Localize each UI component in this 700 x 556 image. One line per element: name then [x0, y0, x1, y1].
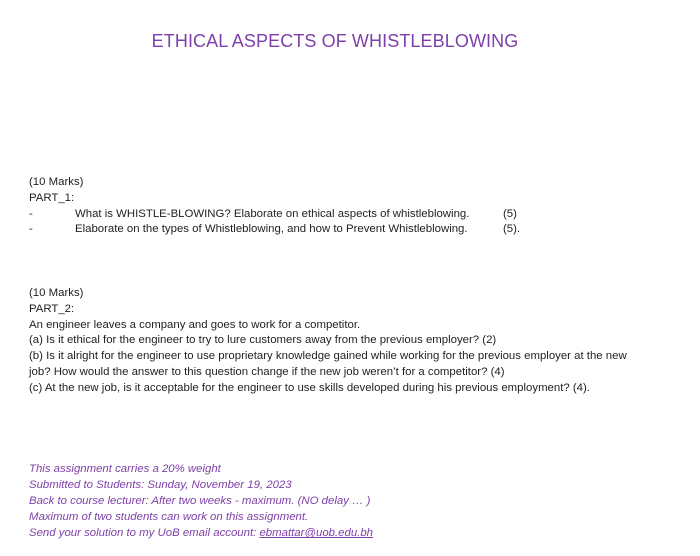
part1-item-marks: (5) — [503, 207, 517, 220]
footer-deadline: Back to course lecturer: After two weeks - maximum. (NO delay … ) — [29, 495, 371, 508]
footer-submitted: Submitted to Students: Sunday, November 19, 2023 — [29, 479, 292, 492]
part2-question-b: (b) Is it alright for the engineer to use proprietary knowledge gained while working for the previous employer at the new job? How would the answer to this question change if the new job weren’t for a competitor? (4) — [29, 350, 627, 378]
part2-question-a: (a) Is it ethical for the engineer to try to lure customers away from the previous employer? (2) — [29, 334, 497, 347]
footer-send-line — [29, 525, 669, 541]
page-title: ETHICAL ASPECTS OF WHISTLEBLOWING — [151, 31, 519, 51]
part1-item-marks: (5). — [503, 223, 521, 236]
footer-send-text: Send your solution to my UoB email account: — [29, 527, 260, 540]
part1-item-text: What is WHISTLE-BLOWING? Elaborate on ethical aspects of whistleblowing. — [75, 207, 470, 220]
part2-section — [29, 286, 669, 397]
part1-item-text: Elaborate on the types of Whistleblowing, and how to Prevent Whistleblowing. — [75, 223, 468, 236]
part1-section — [29, 175, 669, 238]
footer-group-size: Maximum of two students can work on this assignment. — [29, 511, 309, 524]
part2-intro: An engineer leaves a company and goes to work for a competitor. — [29, 318, 361, 331]
part1-marks: (10 Marks) — [29, 176, 84, 188]
part2-marks: (10 Marks) — [29, 287, 84, 299]
bullet-dash: - — [29, 207, 33, 220]
part2-heading: PART_2: — [29, 302, 75, 315]
footer-weight: This assignment carries a 20% weight — [29, 463, 221, 475]
assignment-footer — [29, 461, 669, 541]
part2-question-c: (c) At the new job, is it acceptable for the engineer to use skills developed during his previous employment? (4). — [29, 381, 590, 394]
part1-item — [29, 222, 669, 238]
part1-heading: PART_1: — [29, 191, 75, 204]
email-link[interactable]: ebmattar@uob.edu.bh — [259, 527, 373, 540]
bullet-dash: - — [29, 223, 33, 236]
part1-item — [29, 207, 669, 223]
